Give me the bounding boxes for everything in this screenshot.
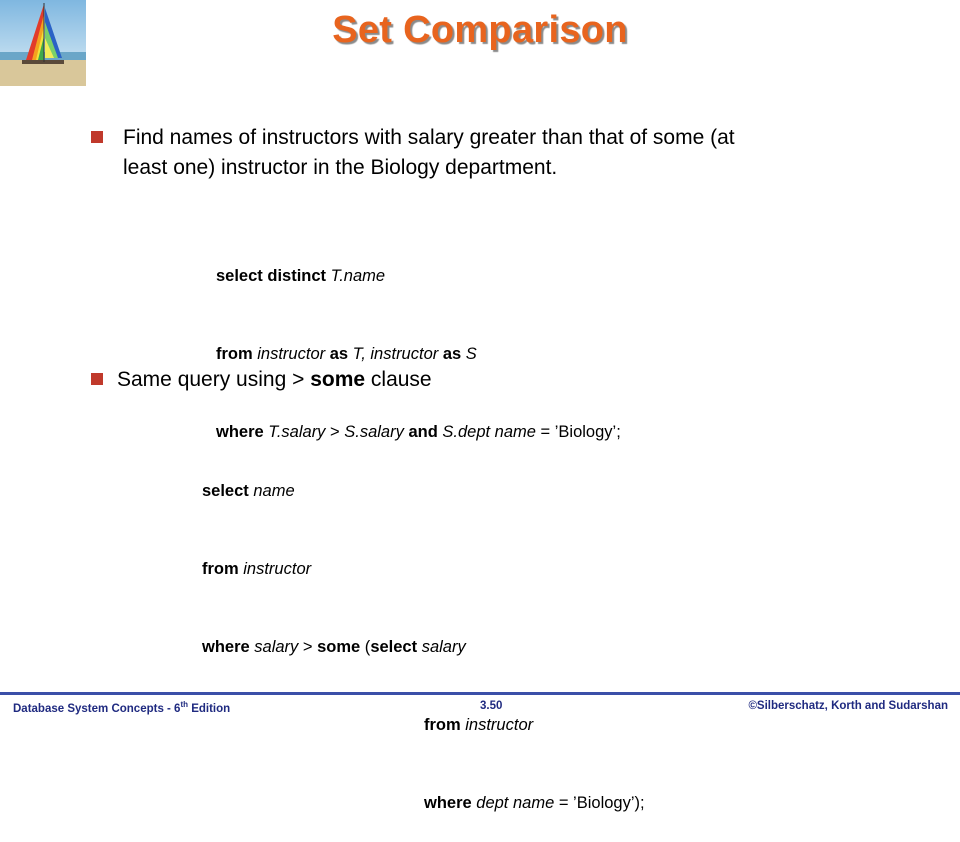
sql-text: S.dept name (442, 423, 536, 441)
bullet-text-part: Same query using > (117, 368, 311, 391)
sql-line (202, 634, 645, 660)
slide-title: Set Comparison (332, 9, 628, 51)
bullet-text (117, 365, 432, 395)
footer-copyright: ©Silberschatz, Korth and Sudarshan (748, 700, 948, 712)
sql-text: = ’Biology’; (535, 423, 621, 441)
footer-divider (0, 692, 960, 695)
footer-edition: Edition (188, 702, 231, 715)
sql-line (202, 712, 645, 738)
sql-keyword: and (403, 423, 443, 441)
sql-keyword: select (370, 638, 418, 656)
sql-text: ( (360, 638, 371, 656)
sql-text: dept name (471, 794, 555, 812)
sql-keyword: where (424, 794, 472, 812)
bullet-line: Find names of instructors with salary greater than that of some (at (123, 126, 735, 149)
sql-line (216, 341, 621, 367)
sql-keyword: select (202, 482, 249, 500)
sql-text: = ’Biology’); (554, 794, 645, 812)
bullet-marker (91, 373, 103, 385)
sql-text: instructor (460, 716, 534, 734)
bullet-line: least one) instructor in the Biology department. (123, 156, 558, 179)
sql-keyword: from (424, 716, 461, 734)
sql-keyword: from (216, 345, 253, 363)
sql-keyword: where (216, 423, 264, 441)
sql-keyword: some (317, 638, 361, 656)
sql-text: T, (348, 345, 371, 363)
sql-text: T.name (326, 267, 386, 285)
sql-query-2 (202, 426, 645, 842)
bullet-text-part: clause (365, 368, 432, 391)
sql-text: > (325, 423, 345, 441)
sql-text: name (248, 482, 295, 500)
sql-text: > (298, 638, 318, 656)
sql-keyword: as (442, 345, 462, 363)
footer-book-title: Database System Concepts - 6 (13, 702, 181, 715)
sql-line (216, 263, 621, 289)
sql-text: S.salary (344, 423, 404, 441)
sql-line (202, 790, 645, 816)
footer-left (13, 700, 230, 715)
sql-keyword: select distinct (216, 267, 327, 285)
sql-text: instructor (238, 560, 312, 578)
footer-superscript: th (180, 700, 189, 709)
sql-keyword: some (310, 368, 366, 391)
sql-line (202, 556, 645, 582)
page-number: 3.50 (480, 700, 503, 712)
bullet-marker (91, 131, 103, 143)
sql-keyword: where (202, 638, 250, 656)
sql-text: instructor (370, 345, 443, 363)
sql-text: T.salary (263, 423, 326, 441)
sql-line (202, 478, 645, 504)
sql-keyword: as (329, 345, 349, 363)
sql-text: salary (417, 638, 466, 656)
sql-text: instructor (252, 345, 330, 363)
sql-keyword: from (202, 560, 239, 578)
bullet-text (123, 123, 735, 183)
sql-text: salary (249, 638, 299, 656)
sql-text: S (461, 345, 477, 363)
